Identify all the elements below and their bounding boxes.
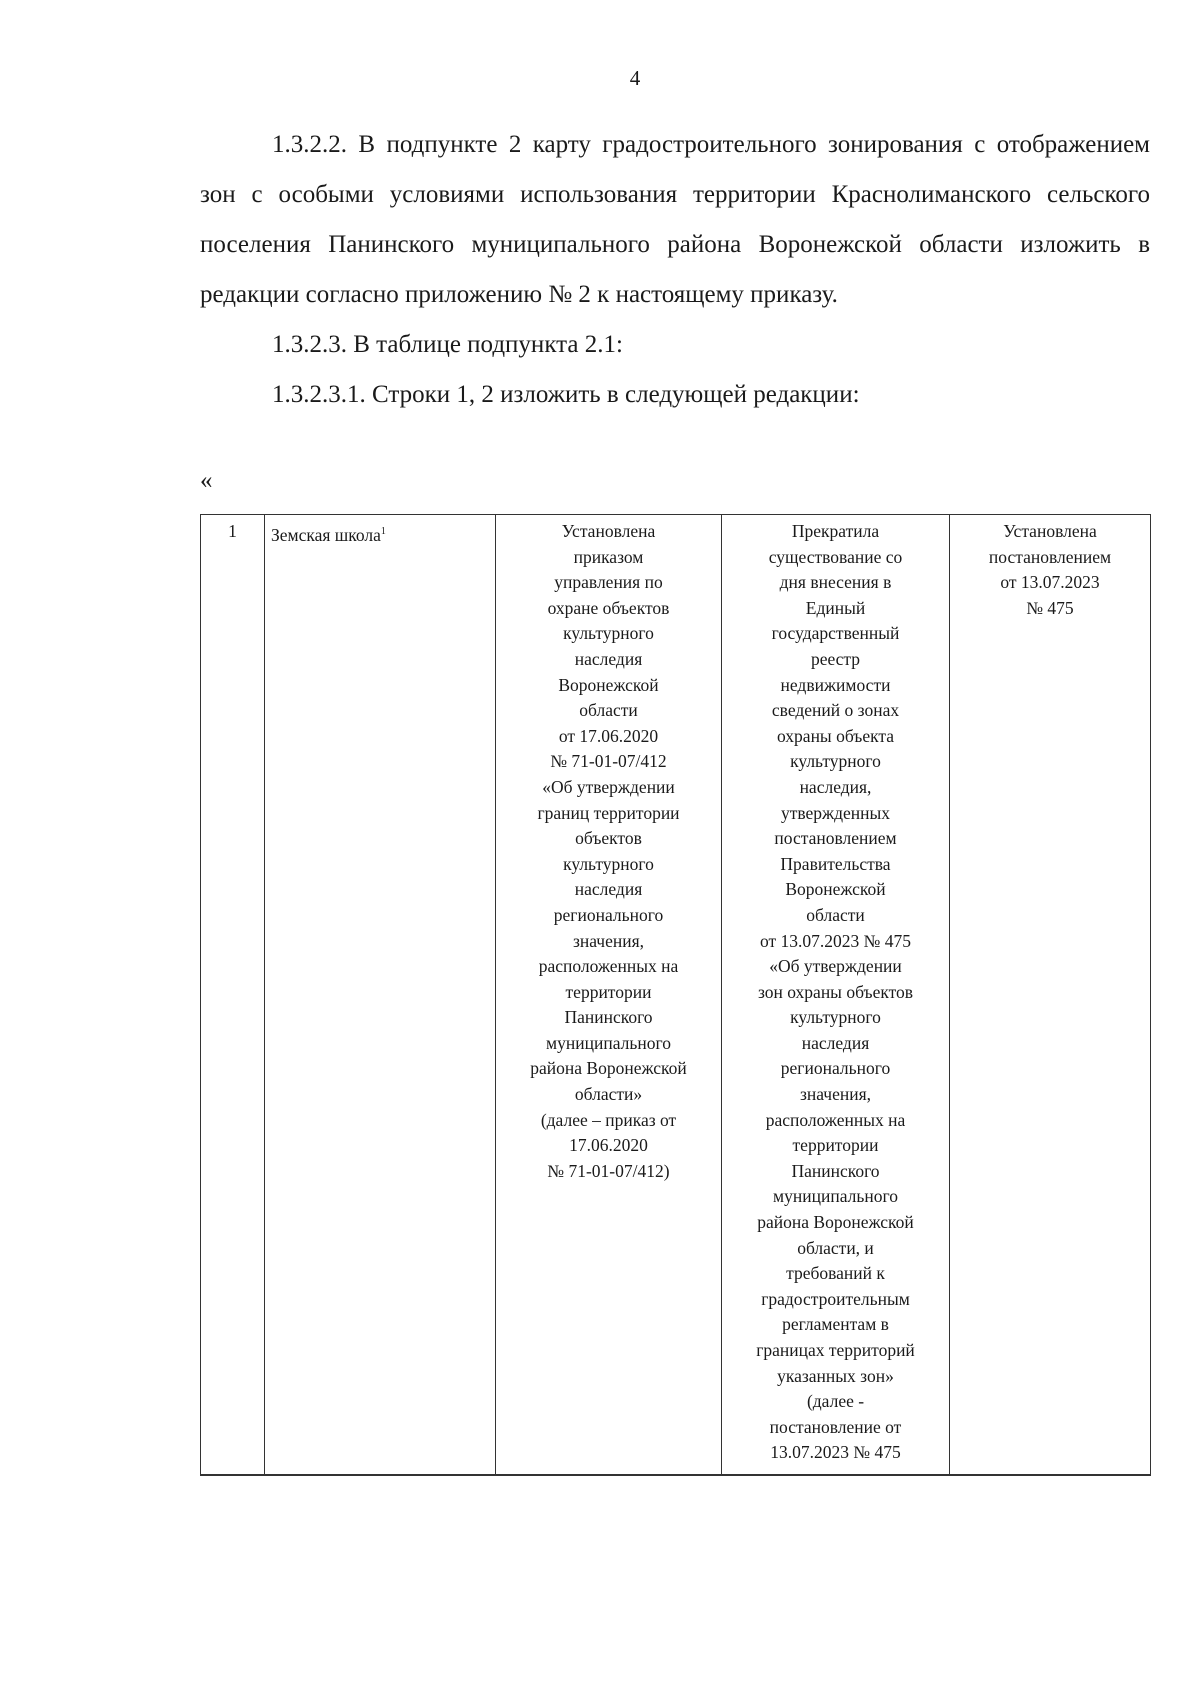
paragraph-1-3-2-3: 1.3.2.3. В таблице подпункта 2.1: bbox=[272, 331, 623, 358]
row-number-cell bbox=[201, 515, 265, 1475]
established-text-line: приказом bbox=[573, 546, 644, 567]
paragraph-1-3-2-2: 1.3.2.2. В подпункте 2 карту градостроительного зонирования с отображением зон с особыми условиями использования территории Краснолиманского сельского поселения Панинского муниципального района Воронежской области изложить в редакции согласно приложению № 2 к настоящему приказу. bbox=[200, 131, 1150, 308]
established-text-line: Воронежской bbox=[558, 674, 659, 695]
paragraph-1-3-2-3-1: 1.3.2.3.1. Строки 1, 2 изложить в следующей редакции: bbox=[272, 381, 860, 408]
established-text-line: культурного bbox=[563, 853, 654, 874]
terminated-text-line: культурного bbox=[790, 1007, 881, 1028]
terminated-text-line: дня внесения в bbox=[779, 572, 892, 593]
established-text-line: 17.06.2020 bbox=[569, 1135, 648, 1156]
terminated-text-line: Воронежской bbox=[785, 879, 886, 900]
established-text-line: Установлена bbox=[561, 521, 656, 541]
terminated-text-line: границах территорий bbox=[756, 1340, 915, 1360]
established-text-line: объектов bbox=[575, 828, 642, 849]
established-text-line: (далее – приказ от bbox=[540, 1109, 677, 1130]
terminated-text-line: значения, bbox=[799, 1084, 872, 1105]
terminated-text-line: Панинского bbox=[791, 1160, 880, 1181]
page-number: 4 bbox=[629, 66, 641, 90]
terminated-text-line: требований к bbox=[786, 1263, 885, 1284]
terminated-text-line: охраны объекта bbox=[776, 725, 894, 746]
established-text-line: района Воронежской bbox=[530, 1058, 687, 1079]
terminated-text-line: расположенных на bbox=[765, 1109, 906, 1130]
terminated-text-line: недвижимости bbox=[780, 674, 891, 695]
zones-table bbox=[200, 514, 1151, 1476]
terminated-text-line: сведений о зонах bbox=[771, 700, 900, 721]
established-text-line: № 71-01-07/412 bbox=[550, 751, 667, 772]
basis-text-line: от 13.07.2023 bbox=[1000, 572, 1100, 593]
terminated-text-line: культурного bbox=[790, 751, 881, 772]
basis-text-line: № 475 bbox=[1026, 597, 1074, 618]
established-text-line: муниципального bbox=[546, 1032, 671, 1053]
basis-text-line: постановлением bbox=[988, 546, 1112, 567]
document-body bbox=[200, 120, 1150, 420]
terminated-text-line: Прекратила bbox=[791, 521, 880, 541]
established-text-line: охране объектов bbox=[547, 597, 670, 618]
terminated-text-line: Правительства bbox=[780, 853, 891, 874]
terminated-text-line: утвержденных bbox=[780, 802, 891, 823]
established-text-line: наследия bbox=[574, 879, 643, 900]
terminated-text-line: области bbox=[806, 904, 865, 925]
terminated-text-line: (далее - bbox=[806, 1391, 865, 1412]
basis-text-line: Установлена bbox=[1003, 521, 1097, 541]
terminated-text-line: от 13.07.2023 № 475 bbox=[760, 930, 911, 951]
basis-cell bbox=[950, 515, 1151, 1475]
terminated-text-line: постановление от bbox=[769, 1416, 902, 1437]
object-name: Земская школа bbox=[271, 524, 381, 545]
terminated-text-line: 13.07.2023 № 475 bbox=[770, 1442, 901, 1463]
terminated-text-line: постановлением bbox=[774, 828, 897, 849]
established-text-line: регионального bbox=[553, 904, 664, 925]
row-number: 1 bbox=[228, 521, 237, 541]
terminated-text-line: реестр bbox=[810, 648, 861, 669]
terminated-text-line: градостроительным bbox=[761, 1288, 910, 1309]
established-text-line: области» bbox=[574, 1084, 643, 1105]
terminated-text-line: области, и bbox=[797, 1237, 874, 1258]
established-text-line: «Об утверждении bbox=[542, 776, 675, 797]
terminated-text-line: регламентам в bbox=[782, 1314, 889, 1335]
established-text-line: значения, bbox=[572, 930, 645, 951]
terminated-text-line: муниципального bbox=[773, 1186, 898, 1207]
terminated-cell bbox=[722, 515, 950, 1475]
established-text-line: № 71-01-07/412) bbox=[547, 1160, 670, 1181]
established-text-line: Панинского bbox=[564, 1007, 653, 1028]
terminated-text-line: района Воронежской bbox=[757, 1212, 914, 1233]
terminated-text-line: наследия bbox=[801, 1032, 870, 1053]
established-cell bbox=[496, 515, 722, 1475]
terminated-text-line: государственный bbox=[771, 623, 900, 644]
established-text-line: наследия bbox=[574, 648, 643, 669]
established-text-line: границ территории bbox=[537, 802, 680, 823]
table-row bbox=[201, 515, 1151, 1475]
terminated-text-line: существование со bbox=[768, 546, 903, 567]
object-name-cell bbox=[265, 515, 496, 1475]
established-text-line: управления по bbox=[554, 572, 663, 593]
established-text-line: территории bbox=[565, 981, 652, 1002]
terminated-text-line: указанных зон» bbox=[777, 1365, 894, 1386]
established-text-line: от 17.06.2020 bbox=[558, 725, 659, 746]
terminated-text-line: регионального bbox=[780, 1058, 891, 1079]
established-text-line: расположенных на bbox=[538, 956, 679, 977]
terminated-text-line: Единый bbox=[805, 597, 866, 618]
terminated-text-line: наследия, bbox=[799, 776, 872, 797]
footnote-marker: 1 bbox=[380, 526, 386, 537]
terminated-text-line: «Об утверждении bbox=[769, 956, 902, 977]
terminated-text-line: территории bbox=[792, 1135, 879, 1156]
established-text-line: области bbox=[579, 700, 638, 721]
established-text-line: культурного bbox=[563, 623, 654, 644]
terminated-text-line: зон охраны объектов bbox=[757, 981, 914, 1002]
opening-quote-mark: « bbox=[200, 467, 213, 494]
